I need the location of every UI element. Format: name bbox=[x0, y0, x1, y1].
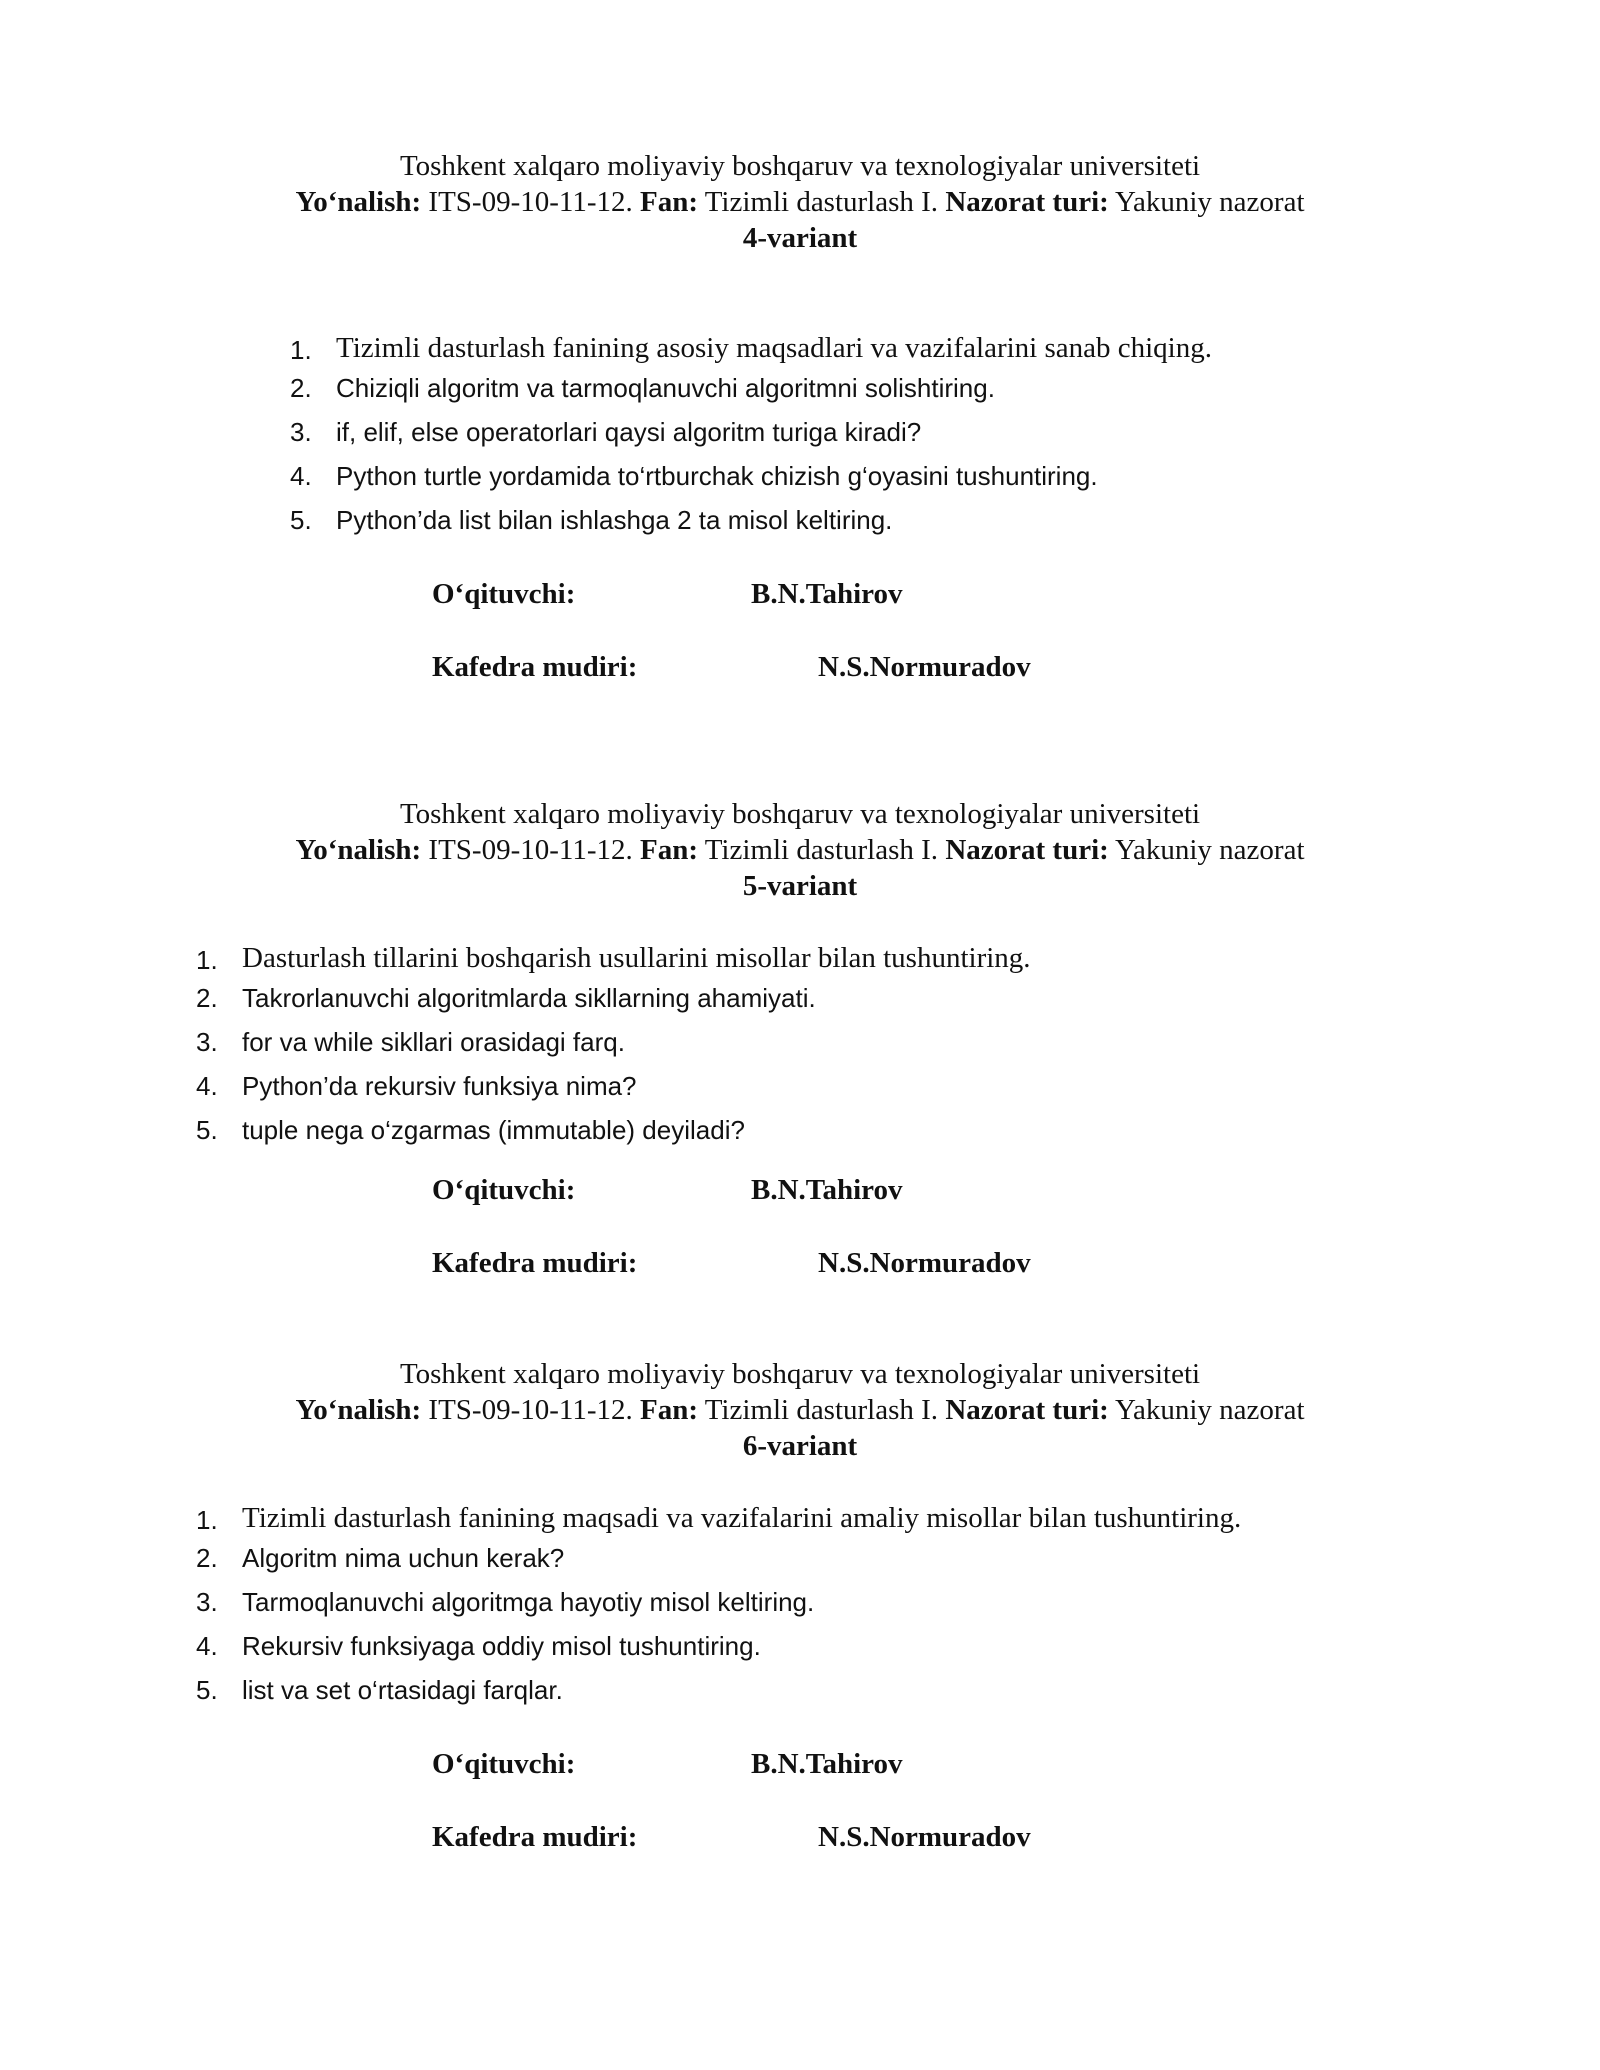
nazorat-value: Yakuniy nazorat bbox=[1108, 834, 1305, 866]
fan-label: Fan: bbox=[639, 186, 698, 218]
question-list bbox=[290, 330, 1212, 542]
yonalish-value: ITS-09-10-11-12. bbox=[421, 834, 640, 866]
teacher-label: O‘qituvchi: bbox=[432, 1174, 576, 1206]
question-list bbox=[196, 940, 1031, 1152]
question-number: 3. bbox=[290, 417, 312, 447]
head-name: N.S.Normuradov bbox=[818, 651, 1031, 683]
teacher-label: O‘qituvchi: bbox=[432, 578, 576, 610]
teacher-name: B.N.Tahirov bbox=[751, 1748, 903, 1780]
university-name: Toshkent xalqaro moliyaviy boshqaruv va texnologiyalar universiteti bbox=[399, 150, 1201, 182]
question-text: Tizimli dasturlash fanining asosiy maqsadlari va vazifalarini sanab chiqing. bbox=[336, 332, 1212, 364]
nazorat-value: Yakuniy nazorat bbox=[1108, 186, 1305, 218]
exam-meta-line bbox=[0, 184, 1600, 220]
question-number: 2. bbox=[196, 1543, 218, 1573]
question-number: 3. bbox=[196, 1587, 218, 1617]
question-item bbox=[196, 1668, 1241, 1712]
question-text: if, elif, else operatorlari qaysi algoritm turiga kiradi? bbox=[336, 417, 922, 447]
question-number: 3. bbox=[196, 1027, 218, 1057]
question-item bbox=[290, 366, 1212, 410]
university-name: Toshkent xalqaro moliyaviy boshqaruv va texnologiyalar universiteti bbox=[399, 798, 1201, 830]
question-text: Algoritm nima uchun kerak? bbox=[242, 1543, 565, 1573]
question-item bbox=[196, 1580, 1241, 1624]
yonalish-label: Yo‘nalish: bbox=[295, 1394, 422, 1426]
question-number: 5. bbox=[196, 1675, 218, 1705]
variant-title: 5-variant bbox=[742, 870, 858, 902]
question-item bbox=[196, 1020, 1031, 1064]
question-item bbox=[196, 1536, 1241, 1580]
exam-meta-line bbox=[0, 1392, 1600, 1428]
question-text: Python turtle yordamida to‘rtburchak chizish g‘oyasini tushuntiring. bbox=[336, 461, 1098, 491]
fan-label: Fan: bbox=[639, 834, 698, 866]
teacher-label: O‘qituvchi: bbox=[432, 1748, 576, 1780]
question-item bbox=[196, 1500, 1241, 1536]
question-text: tuple nega o‘zgarmas (immutable) deyiladi? bbox=[242, 1115, 745, 1145]
question-text: Dasturlash tillarini boshqarish usullarini misollar bilan tushuntiring. bbox=[242, 942, 1031, 974]
question-number: 1. bbox=[196, 945, 218, 975]
fan-value: Tizimli dasturlash I. bbox=[697, 834, 946, 866]
variant-title: 4-variant bbox=[742, 222, 858, 254]
question-number: 5. bbox=[290, 505, 312, 535]
question-text: Chiziqli algoritm va tarmoqlanuvchi algoritmni solishtiring. bbox=[336, 373, 995, 403]
head-name: N.S.Normuradov bbox=[818, 1247, 1031, 1279]
teacher-name: B.N.Tahirov bbox=[751, 578, 903, 610]
university-name: Toshkent xalqaro moliyaviy boshqaruv va texnologiyalar universiteti bbox=[399, 1358, 1201, 1390]
question-item bbox=[196, 940, 1031, 976]
question-number: 2. bbox=[290, 373, 312, 403]
question-list bbox=[196, 1500, 1241, 1712]
question-number: 4. bbox=[290, 461, 312, 491]
question-text: list va set o‘rtasidagi farqlar. bbox=[242, 1675, 563, 1705]
variant-title: 6-variant bbox=[742, 1430, 858, 1462]
variant-header bbox=[0, 1356, 1600, 1464]
head-label: Kafedra mudiri: bbox=[432, 1247, 638, 1279]
question-text: for va while sikllari orasidagi farq. bbox=[242, 1027, 625, 1057]
fan-label: Fan: bbox=[639, 1394, 698, 1426]
question-text: Tizimli dasturlash fanining maqsadi va vazifalarini amaliy misollar bilan tushuntiring. bbox=[242, 1502, 1242, 1534]
teacher-name: B.N.Tahirov bbox=[751, 1174, 903, 1206]
question-item bbox=[196, 1624, 1241, 1668]
question-item bbox=[290, 410, 1212, 454]
question-text: Python’da rekursiv funksiya nima? bbox=[242, 1071, 637, 1101]
question-number: 2. bbox=[196, 983, 218, 1013]
nazorat-value: Yakuniy nazorat bbox=[1108, 1394, 1305, 1426]
fan-value: Tizimli dasturlash I. bbox=[697, 1394, 946, 1426]
yonalish-value: ITS-09-10-11-12. bbox=[421, 186, 640, 218]
question-item bbox=[196, 976, 1031, 1020]
variant-header bbox=[0, 148, 1600, 256]
nazorat-label: Nazorat turi: bbox=[945, 834, 1109, 866]
exam-meta-line bbox=[0, 832, 1600, 868]
nazorat-label: Nazorat turi: bbox=[945, 186, 1109, 218]
yonalish-label: Yo‘nalish: bbox=[295, 186, 422, 218]
question-item bbox=[290, 330, 1212, 366]
question-item bbox=[196, 1064, 1031, 1108]
head-name: N.S.Normuradov bbox=[818, 1821, 1031, 1853]
question-number: 4. bbox=[196, 1071, 218, 1101]
question-item bbox=[290, 498, 1212, 542]
question-number: 1. bbox=[290, 335, 312, 365]
question-number: 4. bbox=[196, 1631, 218, 1661]
variant-header bbox=[0, 796, 1600, 904]
head-label: Kafedra mudiri: bbox=[432, 651, 638, 683]
fan-value: Tizimli dasturlash I. bbox=[697, 186, 946, 218]
question-text: Tarmoqlanuvchi algoritmga hayotiy misol keltiring. bbox=[242, 1587, 815, 1617]
question-item bbox=[196, 1108, 1031, 1152]
question-number: 1. bbox=[196, 1505, 218, 1535]
question-text: Python’da list bilan ishlashga 2 ta misol keltiring. bbox=[336, 505, 893, 535]
question-text: Takrorlanuvchi algoritmlarda sikllarning ahamiyati. bbox=[242, 983, 816, 1013]
question-item bbox=[290, 454, 1212, 498]
nazorat-label: Nazorat turi: bbox=[945, 1394, 1109, 1426]
yonalish-label: Yo‘nalish: bbox=[295, 834, 422, 866]
head-label: Kafedra mudiri: bbox=[432, 1821, 638, 1853]
question-text: Rekursiv funksiyaga oddiy misol tushuntiring. bbox=[242, 1631, 761, 1661]
yonalish-value: ITS-09-10-11-12. bbox=[421, 1394, 640, 1426]
question-number: 5. bbox=[196, 1115, 218, 1145]
